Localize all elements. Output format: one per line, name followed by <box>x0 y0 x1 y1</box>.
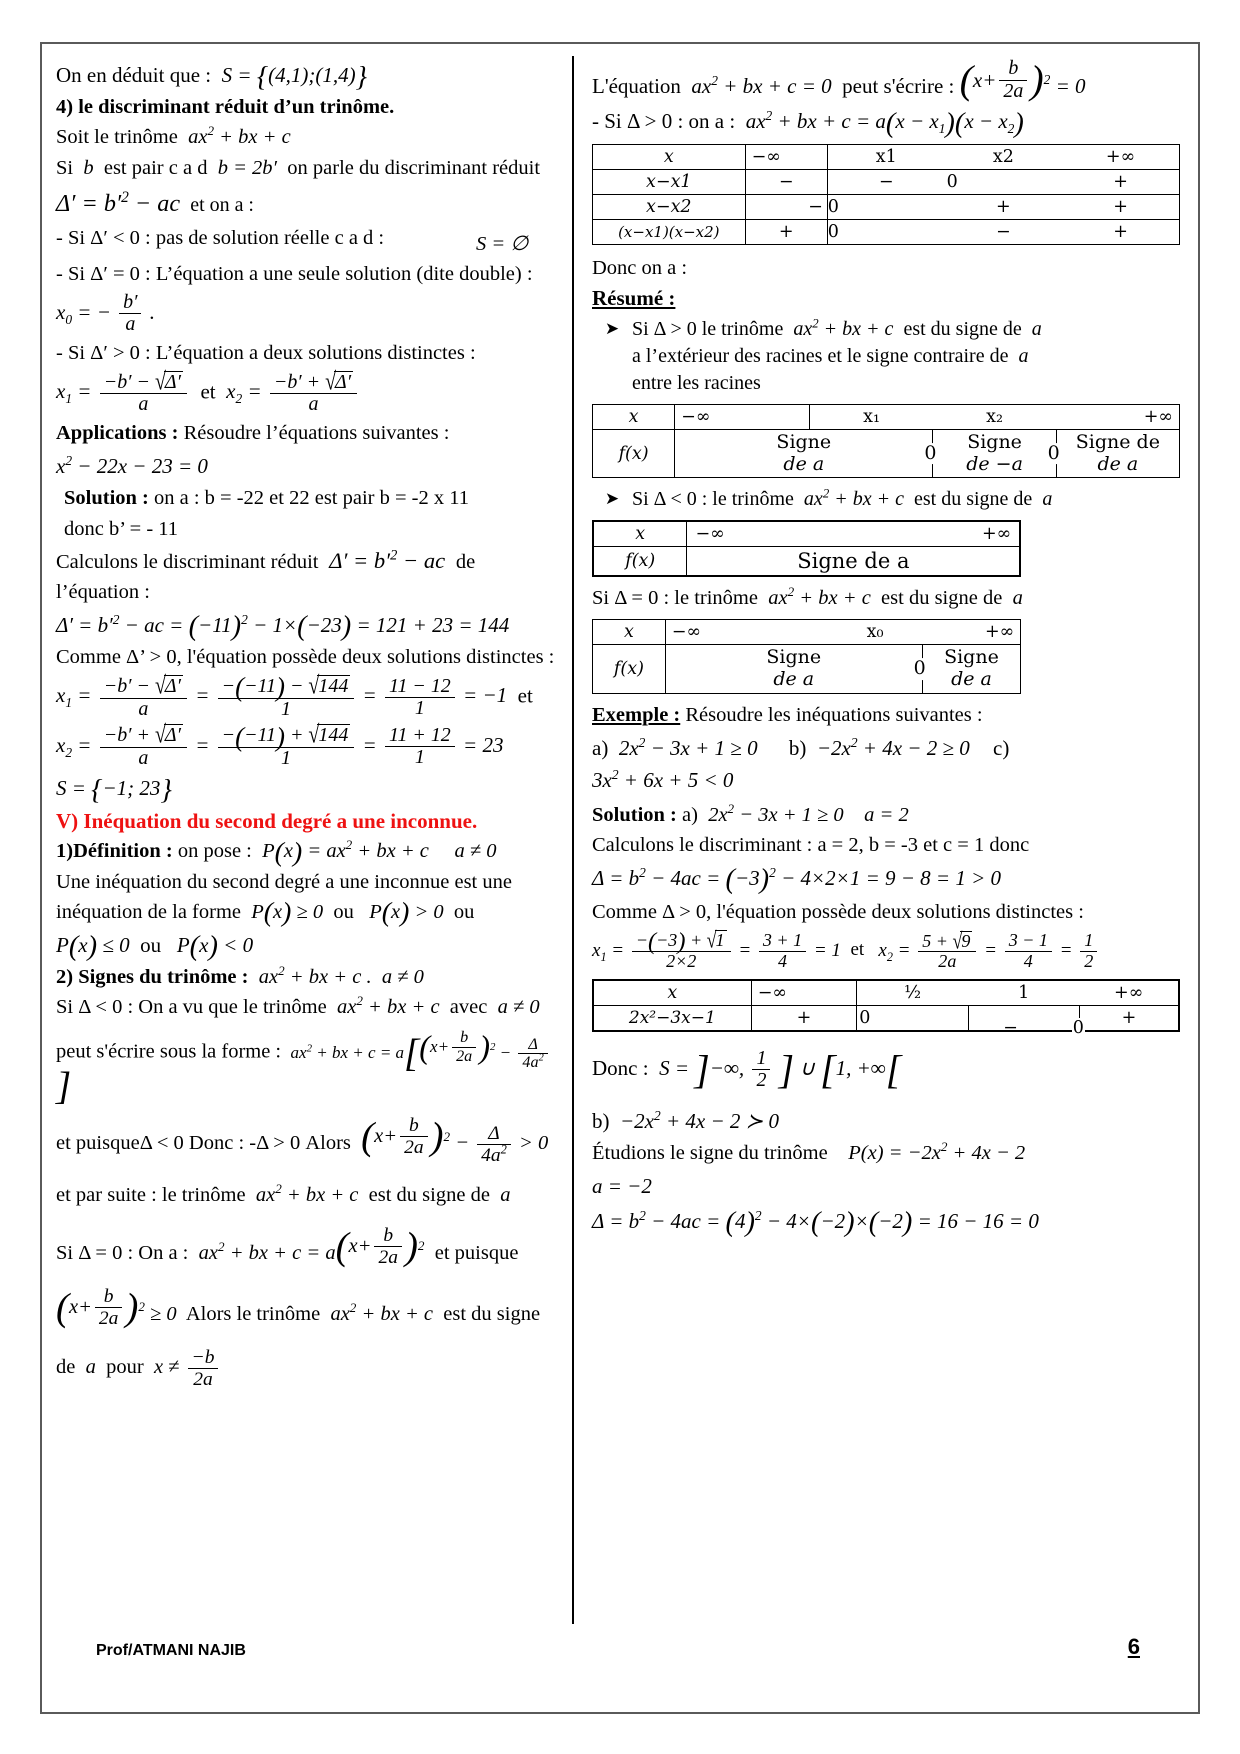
t1-r0-c2: + <box>1062 169 1179 194</box>
t1-h4: +∞ <box>1062 144 1179 169</box>
solution-line-r: Solution : a) $2x^2 - 3x + 1 \ge 0$ a = 2 <box>592 801 909 826</box>
t4-cell-0-top: Signe <box>766 646 822 669</box>
t5-c0: + <box>751 1005 856 1031</box>
t2-h0: x <box>593 404 675 429</box>
two-column-layout <box>56 56 1180 1624</box>
t1-r0-label: x−x1 <box>593 169 746 194</box>
roots-computation-r: $x_1$ = $\frac{-(-3) + √1}{2\times 2}$ = $\frac{3 + 1}{4}$ = 1 et $x_2$ = $\frac{5 + √9}{2a}$ = $\frac{3 - 1}{4}$ = $\frac{1}{2}$ <box>592 930 1180 971</box>
si-delta-zero-text: Si Δ = 0 : On a : <box>56 1241 189 1264</box>
table-row <box>593 194 1180 219</box>
t1-r2-zero0: 0 <box>827 219 944 244</box>
delta-positive-factored: - Si Δ > 0 : on a : $ax^2$ + bx + $c = a(x - x_1)(x - x_2)$ <box>592 107 1024 139</box>
page-content <box>40 42 1196 1710</box>
table-row <box>593 1005 1179 1031</box>
t2-cell-2-top: Signe de <box>1075 430 1160 453</box>
b1-part-b: est du signe de <box>903 318 1022 341</box>
par-suite-text: et par suite : le trinôme <box>56 1183 246 1206</box>
t5-c1-wrap <box>968 1005 1084 1038</box>
solution-a-label: a) <box>682 803 698 826</box>
t1-r1-label: x−x2 <box>593 194 746 219</box>
t2-cell-0 <box>675 429 937 478</box>
right-column <box>584 56 1180 1624</box>
a-value-line: a = −2 <box>592 1174 652 1199</box>
t2-h1: −∞ <box>675 404 810 429</box>
t4-cell-1 <box>922 645 1021 694</box>
delta-b-computation: $\Delta = b^2 - 4ac = (4)^2 - 4\times(-2)\times(-2) = 16 - 16 = 0$ <box>592 1207 1039 1239</box>
part-b-line: $b) -2x^2 + 4x - 2$ ≻ 0 <box>592 1107 779 1133</box>
sign-table-5 <box>592 979 1180 1038</box>
exemple-text: Résoudre les inéquations suivantes : <box>685 703 983 726</box>
case-delta-zero: - Si Δ′ = 0 : L’équation a une seule solution (dite double) : <box>56 262 533 285</box>
t1-h1: −∞ <box>745 144 827 169</box>
sign-negative-line-1: Si Δ < 0 : On a vu que le trinôme $ax^2$ + bx + c avec a ≠ 0 <box>56 993 540 1019</box>
inequation-forme-text: inéquation de la forme <box>56 900 242 923</box>
solution-line-2: donc b’ = - 11 <box>64 517 179 540</box>
table-row <box>593 620 1021 645</box>
lequation-text: L'équation <box>592 74 681 99</box>
t2-cell-1-bottom: de −a <box>966 452 1023 475</box>
definition-body-3: P(x) ≤ 0 ou P(x) < 0 <box>56 931 254 963</box>
t3-h2: +∞ <box>981 524 1012 545</box>
t5-h4: +∞ <box>1079 980 1179 1006</box>
b1-line2: a l’extérieur des racines et le signe contraire de <box>632 345 1009 368</box>
sign-negative-line-4: et par suite : le trinôme $ax^2$ + bx + c est du signe de a <box>56 1180 511 1206</box>
case-delta-negative-math: S = ∅ <box>476 232 529 255</box>
t1-r1-c0: − <box>745 194 827 219</box>
t5-h3: 1 <box>968 980 1079 1006</box>
etudions-line: Étudions le signe du trinôme $P(x) = -2x^2 + 4x - 2$ <box>592 1139 1026 1165</box>
ex-b-label: b) <box>788 735 807 760</box>
t2-cell-0-top: Signe <box>776 430 832 453</box>
delta-zero-line: Si Δ = 0 : le trinôme $ax^2$ + bx + c est du signe de a <box>592 584 1023 610</box>
resume-bullet-1 <box>592 316 1180 396</box>
est-du-signe-text: est du signe <box>443 1302 541 1325</box>
t1-r0-c1: − <box>827 169 944 194</box>
table-row <box>593 521 1020 547</box>
sign-neg-text: Si Δ < 0 : On a vu que le trinôme <box>56 996 327 1019</box>
t2-h4: +∞ <box>1056 404 1179 429</box>
definition-text: on pose : <box>177 840 252 863</box>
et-puisque-text: et puisque <box>434 1241 519 1264</box>
si-text: Si <box>56 156 74 179</box>
t4-h0: x <box>593 620 666 645</box>
b1-part-a: Si Δ > 0 le trinôme <box>632 318 784 341</box>
t1-r2-label: (x−x1)(x−x2) <box>593 219 746 244</box>
sign-zero-line-2: ( x + $\frac{b}{2a}$ ) 2 ≥ 0 Alors le trinôme $ax^2$ + bx + c est du signe <box>56 1285 541 1329</box>
roots-formulas: $x_1$ = $\frac{-b' - √\Delta'}{a}$ et $x_2$ = $\frac{-b' + √\Delta'}{a}$ <box>56 371 560 416</box>
delta-reduit-def: $\Delta' = b'^2$ − ac et on a : <box>56 188 254 217</box>
sign-table-2 <box>592 404 1180 479</box>
sign-negative-line-2: peut s'écrire sous la forme : $ax^2$ + bx + c = a[ ( x + $\frac{b}{2a}$ ) 2 − $\frac{\Delta}{4a^2}$ ] <box>56 1029 560 1099</box>
t5-zero1: 0 <box>1072 1017 1084 1038</box>
even-b-line: Si b est pair c a d b = 2b′ on parle du discriminant réduit <box>56 156 541 179</box>
calc-discriminant-line: Calculons le discriminant réduit $\Delta' = b'^2$ − ac de <box>56 547 476 573</box>
t1-r1-c1: + <box>945 194 1062 219</box>
comme-delta-line-r: Comme Δ > 0, l'équation possède deux solutions distinctes : <box>592 901 1084 924</box>
applications-label: Applications : <box>56 421 179 444</box>
resume-label: Résumé : <box>592 285 676 310</box>
peut-secrire-text: peut s'écrire sous la forme : <box>56 1040 282 1063</box>
alors-trinome-text: Alors le trinôme <box>185 1302 321 1325</box>
deduction-text: On en déduit que : <box>56 63 212 87</box>
de-text: de <box>56 1356 76 1379</box>
t5-row-label: 2x²−3x−1 <box>593 1005 751 1031</box>
definition-body-2: inéquation de la forme P(x) ≥ 0 ou P(x) > 0 ou <box>56 896 475 928</box>
final-solution-set: S = {−1; 23} <box>56 774 172 806</box>
case-delta-positive: - Si Δ′ > 0 : L’équation a deux solutions distinctes : <box>56 341 476 364</box>
donc-on-a: Donc on a : <box>592 256 688 279</box>
t1-r1-c2: + <box>1062 194 1179 219</box>
puisque-delta-text: et puisqueΔ < 0 Donc : -Δ > 0 Alors <box>56 1131 351 1154</box>
application-equation: $x^2 - 22x - 23 = 0$ <box>56 453 208 479</box>
footer-page-number: 6 <box>1127 1634 1140 1659</box>
sign-negative-line-3: et puisqueΔ < 0 Donc : -Δ > 0 Alors ( x + $\frac{b}{2a}$ ) 2 − $\frac{\Delta}{4a^2}$ > 0 <box>56 1114 549 1166</box>
t2-row-label: f(x) <box>593 429 675 478</box>
arrow-icon: ➤ <box>604 319 620 339</box>
t1-r2-c2: + <box>1062 219 1179 244</box>
delta-zero-text: Si Δ = 0 : le trinôme <box>592 587 758 610</box>
trinome-math: $ax^2$ + bx + c <box>188 123 291 149</box>
discriminant-reduit-text: on parle du discriminant réduit <box>287 156 541 179</box>
exemple-line <box>592 702 1180 729</box>
footer-author: Prof/ATMANI NAJIB <box>96 1642 246 1659</box>
case-delta-negative: - Si Δ′ < 0 : pas de solution réelle c a d : <box>56 226 385 249</box>
deduction-line <box>56 60 560 93</box>
t2-zero-0: 0 <box>924 441 937 464</box>
x2-computation: $x_2$ = $\frac{-b' + √\Delta'}{a}$ = $\frac{-(-11) + √144}{1}$ = $\frac{11 + 12}{1}$ = 23 <box>56 721 504 769</box>
resume-bullet-2 <box>592 486 1180 513</box>
x0-formula: $x_0$ = − $\frac{b'}{a}$ . <box>56 290 155 336</box>
b1-line3: entre les racines <box>632 371 761 394</box>
t2-cell-2 <box>1056 429 1179 478</box>
t4-cell-1-top: Signe <box>944 646 999 669</box>
table-row <box>593 169 1180 194</box>
delta-computation: $\Delta' = b'^2$ − ac = $(-11)^2 - 1\times(-23) = 121 + 23 = 144$ <box>56 611 510 643</box>
t2-h3: x₂ <box>933 404 1056 429</box>
sign-table-3 <box>592 520 1021 577</box>
sign-zero-line-1: Si Δ = 0 : On a : $ax^2$ + bx + c = a ( x + $\frac{b}{2a}$ ) 2 et puisque <box>56 1224 519 1268</box>
t3-cell: Signe de a <box>687 547 1020 577</box>
sign-table-1 <box>592 144 1180 245</box>
signs-heading: 2) Signes du trinôme : $ax^2$ + bx + c . a ≠ 0 <box>56 963 424 989</box>
exemple-c-equation: $3x^2 + 6x + 5 < 0$ <box>592 767 734 793</box>
table-row <box>593 404 1180 429</box>
donc-S-line: Donc : S = ]−∞, $\frac{1}{2}$ ] ∪ [1, +∞[ <box>592 1046 902 1092</box>
t5-h0: x <box>593 980 751 1006</box>
t3-h1: −∞ <box>695 524 725 545</box>
exemple-equations: a) $2x^2 - 3x + 1 \ge 0$ $b) -2x^2 + 4x - 2 \ge 0$ c) <box>592 734 1010 760</box>
ou-2: ou <box>453 900 475 923</box>
definition-body-1: Une inéquation du second degré a une inconnue est une <box>56 870 512 893</box>
t4-cell-0 <box>665 645 926 694</box>
t4-h2: x₀ <box>828 620 922 645</box>
t2-cell-2-bottom: de a <box>1097 452 1139 475</box>
t1-r2-c1: − <box>945 219 1062 244</box>
delta-zero-tail: est du signe de <box>881 587 1003 610</box>
t5-zero0: 0 <box>857 1005 968 1031</box>
ou-1: ou <box>333 900 354 923</box>
si-delta-pos-text: - Si Δ > 0 : on a : <box>592 109 736 134</box>
t5-c2: + <box>1079 1005 1179 1031</box>
trinome-text: Soit le trinôme <box>56 126 178 149</box>
b-label: b) <box>592 1108 610 1133</box>
left-column <box>56 56 572 1624</box>
signs-label: 2) Signes du trinôme : <box>56 966 249 989</box>
arrow-icon: ➤ <box>604 489 620 509</box>
t4-h3: +∞ <box>922 620 1021 645</box>
calc-tail: de <box>455 550 476 573</box>
table-row <box>593 429 1180 478</box>
sign-zero-line-3: de a pour x ≠ $\frac{-b}{2a}$ <box>56 1347 560 1390</box>
t4-row-label: f(x) <box>593 645 666 694</box>
t1-r0-zero1: 0 <box>945 169 1062 194</box>
disc-computation: $\Delta = b^2 - 4ac = (-3)^2 - 4\times 2\times 1 = 9 - 8 = 1 > 0$ <box>592 864 1002 896</box>
resume-bullet-2-text: Si Δ < 0 : le trinôme $ax^2$ + bx + c est du signe de a <box>632 486 1053 511</box>
column-divider <box>572 56 574 1624</box>
comme-delta-line: Comme Δ’ > 0, l'équation possède deux solutions distinctes : <box>56 646 555 669</box>
t4-h1: −∞ <box>665 620 828 645</box>
t2-cell-1-top: Signe <box>967 430 1022 453</box>
definition-label: 1)Définition : <box>56 840 173 863</box>
exemple-label: Exemple : <box>592 703 681 726</box>
t4-cell-1-bottom: de a <box>951 668 992 691</box>
table-row <box>593 645 1021 694</box>
t1-h3: x2 <box>945 144 1062 169</box>
avec-text: avec <box>449 996 488 1019</box>
solution-set-math: S = {(4,1);(1,4)} <box>221 61 367 93</box>
applications-line <box>56 420 560 447</box>
table-row <box>593 219 1180 244</box>
b2-part-a: Si Δ < 0 : le trinôme <box>632 488 794 511</box>
t3-row-label: f(x) <box>593 547 687 577</box>
pour-text: pour <box>106 1356 144 1379</box>
calc-discriminant-line2: l’équation : <box>56 580 150 603</box>
t1-r2-c0: + <box>745 219 827 244</box>
solution-line <box>56 485 560 512</box>
t2-zero-1: 0 <box>1047 441 1060 464</box>
x1-computation: $x_1$ = $\frac{-b' - √\Delta'}{a}$ = $\frac{-(-11) - √144}{1}$ = $\frac{11 - 12}{1}$ = −1 et <box>56 672 533 720</box>
table-row <box>593 980 1179 1006</box>
t5-h2: ½ <box>857 980 968 1006</box>
t1-r0-c0: − <box>745 169 827 194</box>
b2-part-b: est du signe de <box>914 488 1033 511</box>
etudions-text: Étudions le signe du trinôme <box>592 1142 828 1165</box>
t1-h0: x <box>593 144 746 169</box>
ex-c-label: c) <box>993 735 1010 760</box>
du-signe-de-text: est du signe de <box>368 1183 490 1206</box>
solution-text: on a : b = -22 et 22 est pair b = -2 x 11 <box>154 487 469 510</box>
t4-cell-0-bottom: de a <box>773 668 815 691</box>
table-row <box>593 547 1020 577</box>
est-pair-text: est pair c a d <box>103 156 208 179</box>
applications-text: Résoudre l’équations suivantes : <box>183 421 450 444</box>
t3-h0: x <box>593 521 687 547</box>
t5-h1: −∞ <box>751 980 856 1006</box>
ou-3: ou <box>140 932 162 957</box>
solution-label-r: Solution : <box>592 803 677 826</box>
t1-r1-zero0: 0 <box>827 194 944 219</box>
peut-secrire-text-r: peut s'écrire : <box>842 74 955 99</box>
definition-line: 1)Définition : on pose : $P(x) = ax^2$ + bx + c a ≠ 0 <box>56 836 497 868</box>
t2-cell-0-bottom: de a <box>783 452 825 475</box>
heading-4: 4) le discriminant réduit d’un trinôme. <box>56 96 395 119</box>
t5-c1: − <box>1003 1017 1018 1038</box>
equation-canonical-line: L'équation $ax^2$ + bx + c = 0 peut s'écrire : ( x + $\frac{b}{2a}$ ) 2 = 0 <box>592 57 1086 103</box>
page-footer <box>96 1634 1140 1660</box>
solution-label: Solution : <box>64 487 149 510</box>
t4-zero: 0 <box>913 657 926 680</box>
calc-disc-line: Calculons le discriminant : a = 2, b = -3 et c = 1 donc <box>592 833 1030 856</box>
calc-text: Calculons le discriminant réduit <box>56 550 319 573</box>
donc-label: Donc : <box>592 1055 649 1080</box>
section-heading-V: V) Inéquation du second degré a une inconnue. <box>56 808 478 833</box>
ex-a-label: a) <box>592 735 609 760</box>
t3-h-range <box>687 521 1020 547</box>
t1-h2: x1 <box>827 144 944 169</box>
trinome-line <box>56 124 560 151</box>
sign-table-4 <box>592 619 1021 694</box>
et-on-a: et on a : <box>190 193 254 216</box>
resume-bullet-1-text: Si Δ > 0 le trinôme $ax^2$ + bx + c est du signe de a a l’extérieur des racines et le signe contraire de a entre les racines <box>632 316 1042 394</box>
table-row <box>593 144 1180 169</box>
t2-cell-1 <box>933 429 1060 478</box>
t2-h2: x₁ <box>810 404 933 429</box>
